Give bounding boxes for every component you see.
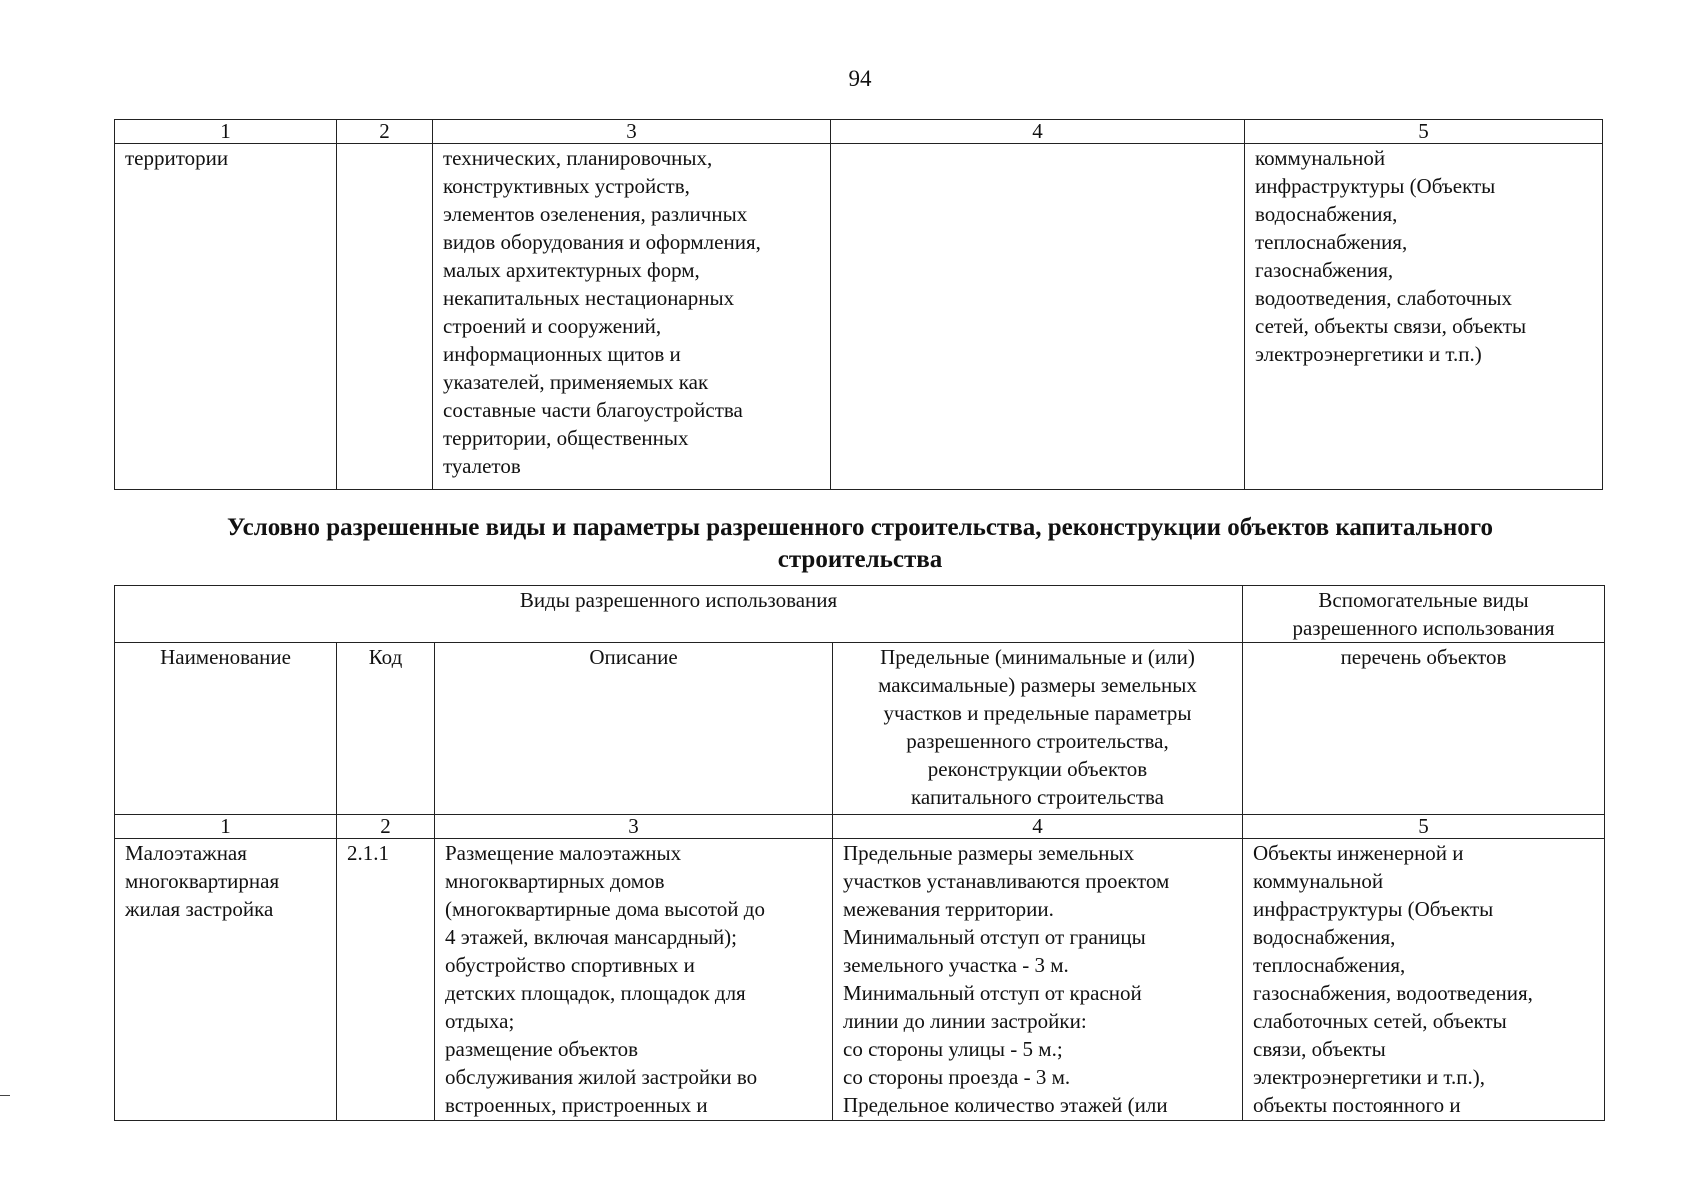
text-line: участков устанавливаются проектом xyxy=(843,869,1170,893)
text-line: указателей, применяемых как xyxy=(443,370,709,394)
text-line: Минимальный отступ от красной xyxy=(843,981,1142,1005)
name-cell xyxy=(115,839,337,1121)
page-number: 94 xyxy=(848,66,872,91)
text-line: обустройство спортивных и xyxy=(445,953,695,977)
section-heading xyxy=(100,512,1620,576)
text-line: Условно разрешенные виды и параметры разрешенного строительства, реконструкции объектов капитального xyxy=(226,514,1494,541)
text-line: обслуживания жилой застройки во xyxy=(445,1065,758,1089)
text-line: Объекты инженерной и xyxy=(1253,841,1464,865)
text-line: слаботочных сетей, объекты xyxy=(1253,1009,1507,1033)
text-line: некапитальных нестационарных xyxy=(443,286,735,310)
text-line: Вспомогательные виды xyxy=(1318,588,1529,612)
text-line: межевания территории. xyxy=(843,897,1054,921)
text-line: многоквартирных домов xyxy=(445,869,665,893)
text-line: газоснабжения, xyxy=(1255,258,1394,282)
text-line: отдыха; xyxy=(445,1009,515,1033)
text-line: строений и сооружений, xyxy=(443,314,662,338)
column-number: 2 xyxy=(337,815,435,839)
text-line: сетей, объекты связи, объекты xyxy=(1255,314,1527,338)
text-line: со стороны проезда - 3 м. xyxy=(843,1065,1071,1089)
text-line: (многоквартирные дома высотой до xyxy=(445,897,765,921)
group-header-row xyxy=(115,586,1605,643)
table-row xyxy=(115,839,1605,1121)
text-line: участков и предельные параметры xyxy=(883,701,1192,725)
column-number-row xyxy=(115,815,1605,839)
column-number: 4 xyxy=(831,120,1245,144)
text-line: строительства xyxy=(777,546,943,573)
text-line: жилая застройка xyxy=(125,897,274,921)
column-number: 3 xyxy=(435,815,833,839)
text-line: капитального строительства xyxy=(911,785,1164,809)
text-line: элементов озеленения, различных xyxy=(443,202,748,226)
text-line: со стороны улицы - 5 м.; xyxy=(843,1037,1063,1061)
text-line: размещение объектов xyxy=(445,1037,639,1061)
text-line: реконструкции объектов xyxy=(927,757,1148,781)
text-line: водоснабжения, xyxy=(1253,925,1396,949)
text-line: Предельные размеры земельных xyxy=(843,841,1135,865)
text-line: Предельное количество этажей (или xyxy=(843,1093,1168,1117)
name-cell xyxy=(115,144,337,490)
description-cell xyxy=(433,144,831,490)
text-line: инфраструктуры (Объекты xyxy=(1253,897,1494,921)
text-line: линии до линии застройки: xyxy=(843,1009,1087,1033)
text-line: теплоснабжения, xyxy=(1255,230,1408,254)
column-number: 3 xyxy=(433,120,831,144)
column-number-row xyxy=(115,120,1603,144)
text-line: электроэнергетики и т.п.), xyxy=(1253,1065,1485,1089)
text-line: территории, общественных xyxy=(443,426,689,450)
group-header-aux xyxy=(1243,586,1605,643)
text-line: объекты постоянного и xyxy=(1253,1093,1461,1117)
table-row xyxy=(115,144,1603,490)
text-line: территории xyxy=(125,146,229,170)
text-line: видов оборудования и оформления, xyxy=(443,230,761,254)
column-number: 1 xyxy=(115,120,337,144)
auxiliary-cell xyxy=(1243,839,1605,1121)
text-line: многоквартирная xyxy=(125,869,280,893)
text-line: Предельные (минимальные и (или) xyxy=(880,645,1195,669)
header-description: Описание xyxy=(435,643,833,815)
text-line: технических, планировочных, xyxy=(443,146,713,170)
header-aux: перечень объектов xyxy=(1243,643,1605,815)
group-header-main: Виды разрешенного использования xyxy=(115,586,1243,643)
header-limits xyxy=(833,643,1243,815)
text-line: земельного участка - 3 м. xyxy=(843,953,1069,977)
text-line: инфраструктуры (Объекты xyxy=(1255,174,1496,198)
text-line: Размещение малоэтажных xyxy=(445,841,682,865)
text-line: разрешенного использования xyxy=(1292,616,1555,640)
code-cell: 2.1.1 xyxy=(337,839,435,1121)
text-line: максимальные) размеры земельных xyxy=(878,673,1197,697)
column-number: 2 xyxy=(337,120,433,144)
margin-mark xyxy=(0,1095,10,1096)
column-number: 4 xyxy=(833,815,1243,839)
text-line: Малоэтажная xyxy=(125,841,247,865)
continuation-table xyxy=(114,119,1603,490)
header-code: Код xyxy=(337,643,435,815)
conditional-uses-table xyxy=(114,585,1605,1121)
column-number: 5 xyxy=(1243,815,1605,839)
text-line: водоснабжения, xyxy=(1255,202,1398,226)
auxiliary-cell xyxy=(1245,144,1603,490)
column-number: 1 xyxy=(115,815,337,839)
code-cell xyxy=(337,144,433,490)
text-line: связи, объекты xyxy=(1253,1037,1386,1061)
text-line: Минимальный отступ от границы xyxy=(843,925,1146,949)
text-line: встроенных, пристроенных и xyxy=(445,1093,708,1117)
column-header-row xyxy=(115,643,1605,815)
text-line: коммунальной xyxy=(1253,869,1384,893)
text-line: теплоснабжения, xyxy=(1253,953,1406,977)
text-line: 4 этажей, включая мансардный); xyxy=(445,925,738,949)
text-line: коммунальной xyxy=(1255,146,1386,170)
text-line: электроэнергетики и т.п.) xyxy=(1255,342,1482,366)
description-cell xyxy=(435,839,833,1121)
text-line: разрешенного строительства, xyxy=(906,729,1169,753)
header-name: Наименование xyxy=(115,643,337,815)
limits-cell xyxy=(831,144,1245,490)
text-line: газоснабжения, водоотведения, xyxy=(1253,981,1533,1005)
text-line: туалетов xyxy=(443,454,521,478)
text-line: детских площадок, площадок для xyxy=(445,981,746,1005)
text-line: составные части благоустройства xyxy=(443,398,743,422)
column-number: 5 xyxy=(1245,120,1603,144)
text-line: информационных щитов и xyxy=(443,342,681,366)
text-line: конструктивных устройств, xyxy=(443,174,690,198)
text-line: малых архитектурных форм, xyxy=(443,258,700,282)
text-line: водоотведения, слаботочных xyxy=(1255,286,1513,310)
limits-cell xyxy=(833,839,1243,1121)
